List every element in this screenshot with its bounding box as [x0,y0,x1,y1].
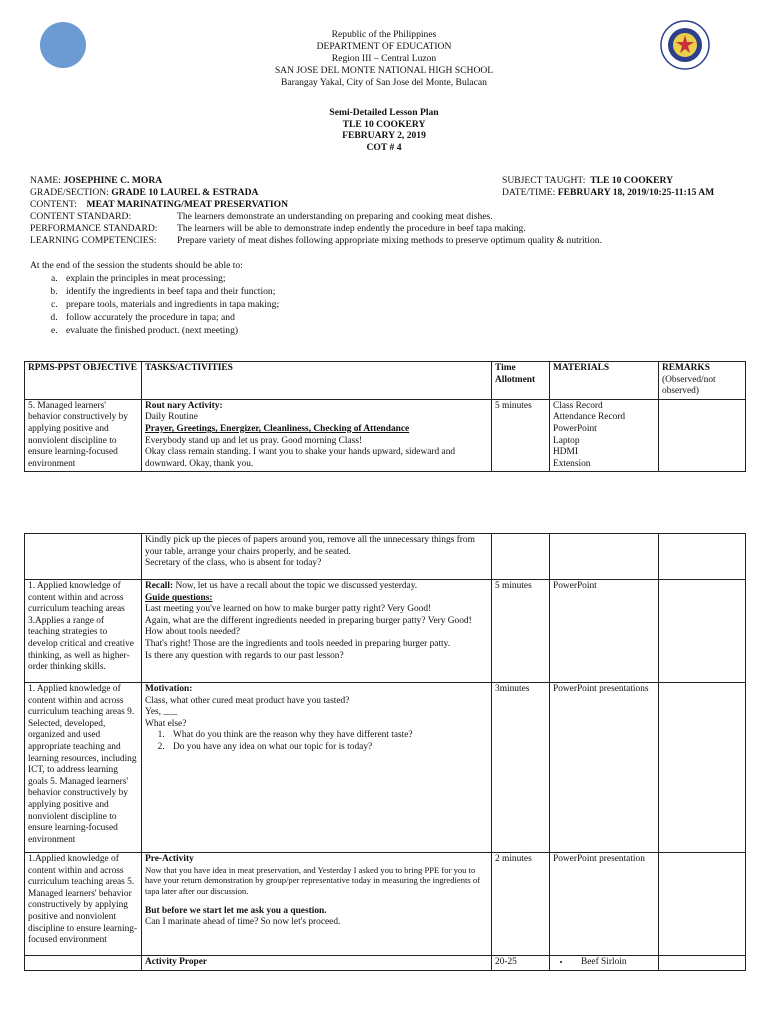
materials-cell: PowerPoint [550,580,659,683]
content-standard-value: The learners demonstrate an understanding on preparing and cooking meat dishes. [177,211,493,222]
motivation-question: 1. What do you think are the reason why they have different taste? [167,730,488,742]
name-value: JOSEPHINE C. MORA [63,175,163,186]
activity-line: Everybody stand up and let us pray. Good morning Class! [145,435,363,446]
remarks-cell [659,580,746,683]
grade-value: GRADE 10 LAUREL & ESTRADA [111,187,259,198]
subheader-line: Semi-Detailed Lesson Plan [329,107,439,118]
table-header-row [25,362,746,400]
tasks-cell [142,534,492,580]
material-item: Laptop [553,435,580,446]
objective-cell [25,956,142,971]
activity-line: Yes, ___ [145,707,178,718]
remarks-cell [659,853,746,956]
objective-cell: 1.Applied knowledge of content within and across curriculum teaching areas 5. Managed learners' behavior constructively by applying positive and nonviolent discipline to ensure learning-focused environment [25,853,142,956]
activity-line: Kindly pick up the pieces of papers around you, remove all the unnecessary things from your table, arrange your chairs properly, and be seated. [145,535,475,557]
activity-line: Class, what other cured meat product have you tasted? [145,695,350,706]
activity-line: What else? [145,718,187,729]
header-line: DEPARTMENT OF EDUCATION [316,41,452,52]
subheader-line: FEBRUARY 2, 2019 [342,130,426,141]
time-cell: 5 minutes [492,580,550,683]
material-item: Class Record [553,400,603,411]
teacher-info [30,175,288,211]
activity-line: Again, what are the different ingredients needed in preparing burger patty? Very Good! [145,615,472,626]
activity-title: Activity Proper [142,956,492,971]
table-row [25,580,746,683]
objective-cell: 5. Managed learners' behavior constructively by applying positive and nonviolent discipline to ensure learning-focused environment [25,399,142,472]
activity-line: Can I marinate ahead of time? So now let's proceed. [145,916,341,927]
material-item: Extension [553,458,591,469]
activity-subtitle: Prayer, Greetings, Energizer, Cleanliness, Checking of Attendance [145,423,410,434]
time-cell: 5 minutes [492,399,550,472]
material-item: • Beef Sirloin [571,957,655,969]
objectives-intro: At the end of the session the students should be able to: [30,260,243,271]
performance-standard-value: The learners will be able to demonstrate indep endently the procedure in beef tapa making. [177,223,526,234]
table-row [25,853,746,956]
materials-cell [550,399,659,472]
activity-line: How about tools needed? [145,627,241,638]
datetime-label: DATE/TIME: [502,187,556,198]
materials-cell: PowerPoint presentation [550,853,659,956]
objectives [30,259,279,337]
activity-line: That's right! Those are the ingredients and tools needed in preparing burger patty. [145,638,451,649]
activity-title: Recall: [145,581,174,591]
materials-cell: PowerPoint presentations [550,683,659,853]
header-line: Region III – Central Luzon [331,53,437,64]
tasks-cell [142,399,492,472]
tasks-cell [142,580,492,683]
header-line: SAN JOSE DEL MONTE NATIONAL HIGH SCHOOL [274,65,494,76]
objective-cell: 1. Applied knowledge of content within and across curriculum teaching areas 3.Applies a range of teaching strategies to develop critical and creative thinking, as well as higher-order thinking skills. [25,580,142,683]
activity-line: Last meeting you've learned on how to make burger patty right? Very Good! [145,604,432,615]
grade-label: GRADE/SECTION: [30,187,109,198]
subheader-line: TLE 10 COOKERY [342,118,426,130]
activity-line-bold: But before we start let me ask you a question. [145,906,327,917]
competencies-label: LEARNING COMPETENCIES: [30,235,157,246]
table-row [25,534,746,580]
objective-cell [25,534,142,580]
objective-item: c. prepare tools, materials and ingredients in tapa making; [60,298,279,311]
table-row [25,956,746,971]
material-item: Attendance Record [553,412,626,423]
header-remarks-sub: (Observed/not observed) [662,374,716,397]
time-cell: 2 minutes [492,853,550,956]
material-item: PowerPoint [553,423,597,434]
subject-info [502,175,714,199]
header-line: Republic of the Philippines [331,29,437,40]
materials-cell [550,956,659,971]
activity-line: Is there any question with regards to our past lesson? [145,650,344,661]
activity-title: Rout nary Activity: [145,400,223,411]
content-standard-label: CONTENT STANDARD: [30,211,132,222]
lesson-table-part-1 [24,361,746,472]
lesson-table-part-2 [24,533,746,971]
time-cell: 20-25 [492,956,550,971]
activity-line: Daily Routine [145,412,198,423]
competencies-value: Prepare variety of meat dishes following appropriate mixing methods to preserve optimum quality & nutrition. [177,235,602,246]
header-remarks [659,362,746,400]
name-label: NAME: [30,175,61,186]
header-time: Time Allotment [492,362,550,400]
subject-value: TLE 10 COOKERY [590,175,674,186]
objective-item: b. identify the ingredients in beef tapa and their function; [60,285,279,298]
activity-line: Okay class remain standing. I want you to shake your hands upward, sideward and downward. Okay, thank you. [145,447,456,469]
standards [30,211,750,247]
objective-cell: 1. Applied knowledge of content within and across curriculum teaching areas 9. Selected, developed, organized and used appropriate teaching and learning resources, including ICT, to address learning goals 5. Managed learners' behavior constructively by applying positive and nonviolent discipline to ensure learning-focused environment [25,683,142,853]
activity-title: Pre-Activity [145,854,194,864]
material-item: HDMI [553,447,578,458]
performance-standard-label: PERFORMANCE STANDARD: [30,223,158,234]
header-materials: MATERIALS [550,362,659,400]
guide-questions-label: Guide questions: [145,592,213,603]
tasks-cell [142,853,492,956]
objective-item: a. explain the principles in meat processing; [60,272,279,285]
header-remarks-label: REMARKS [662,363,710,373]
subheader-line: COT # 4 [366,141,402,153]
time-cell [492,534,550,580]
remarks-cell [659,956,746,971]
table-row [25,399,746,472]
motivation-question: 2. Do you have any idea on what our topic for is today? [167,742,488,754]
document-header [0,29,768,89]
remarks-cell [659,399,746,472]
activity-title: Motivation: [145,684,193,694]
objective-item: e. evaluate the finished product. (next meeting) [60,324,279,337]
materials-cell [550,534,659,580]
activity-title-rest: Now, let us have a recall about the topic we discussed yesterday. [175,581,418,591]
content-value: MEAT MARINATING/MEAT PRESERVATION [86,199,289,210]
lesson-plan-title [0,107,768,153]
objective-item: d. follow accurately the procedure in tapa; and [60,311,279,324]
activity-line: Secretary of the class, who is absent for today? [145,558,322,569]
remarks-cell [659,534,746,580]
remarks-cell [659,683,746,853]
time-cell: 3minutes [492,683,550,853]
datetime-value: FEBRUARY 18, 2019/10:25-11:15 AM [557,187,715,198]
tasks-cell [142,683,492,853]
header-line: Barangay Yakal, City of San Jose del Monte, Bulacan [281,77,487,88]
subject-label: SUBJECT TAUGHT: [502,175,586,186]
content-label: CONTENT: [30,199,77,210]
header-objective: RPMS-PPST OBJECTIVE [25,362,142,400]
table-row [25,683,746,853]
activity-line: Now that you have idea in meat preservation, and Yesterday I asked you to bring PPE for you to have your return demonstration by group/per representative today in measuring the ingredients of tapa later after our discussion. [145,864,481,896]
header-tasks: TASKS/ACTIVITIES [142,362,492,400]
